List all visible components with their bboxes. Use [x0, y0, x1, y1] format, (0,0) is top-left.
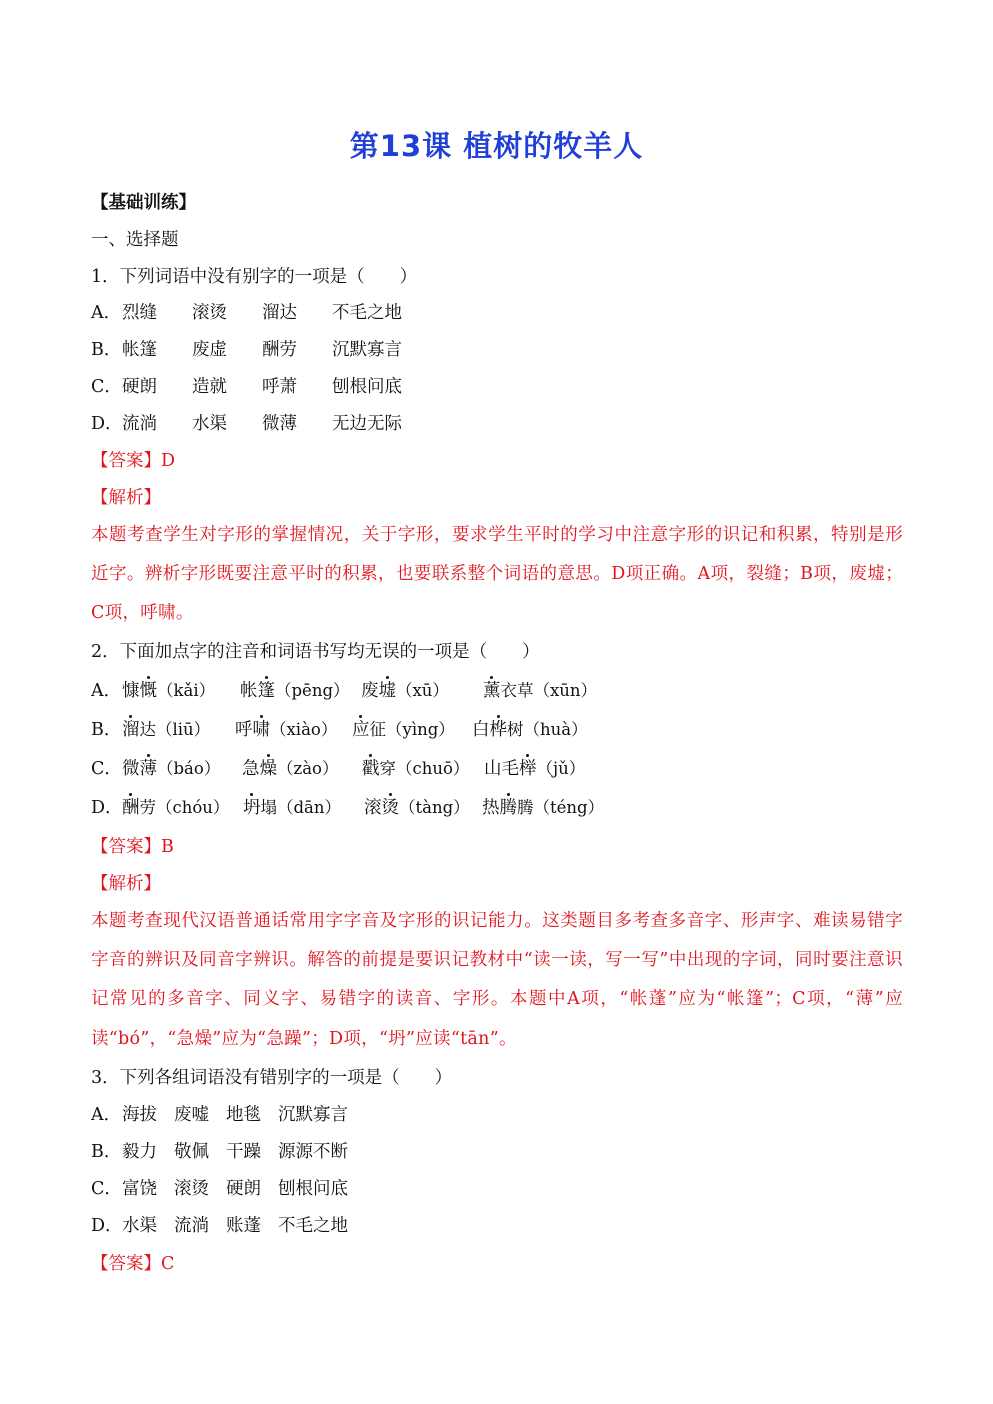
q2-a-item-2: 帐篷（pēng）: [240, 681, 350, 701]
q2-c-item-1: 微薄（báo）: [122, 759, 221, 779]
q2-a-item-1: 慷慨（kǎi）: [122, 681, 216, 701]
section-heading: 【基础训练】: [91, 193, 196, 213]
q2-analysis-text: 本题考查现代汉语普通话常用字字音及字形的识记能力。这类题目多考查多音字、形声字、难读易错字字音的辨识及同音字辨识。解答的前提是要识记教材中“读一读，写一写”中出现的字词，同时要注意识记常见的多音字、同义字、易错字的读音、字形。本题中A项，“帐蓬”应为“帐篷”；C项，“薄”应读“bó”，“急燥”应为“急躁”；D项，“坍”应读“tān”。: [91, 911, 903, 1049]
page-title: 第13课 植树的牧羊人: [349, 129, 644, 163]
q2-d-item-1: 酬劳（chóu）: [122, 798, 230, 818]
q2-a-item-4: 薰衣草（xūn）: [483, 681, 598, 701]
q2-d-item-2: 坍塌（dān）: [243, 798, 342, 818]
q1-analysis-label: 【解析】: [91, 488, 161, 508]
q1-stem: 1．下列词语中没有别字的一项是（ ）: [91, 267, 418, 287]
q2-analysis-label: 【解析】: [91, 874, 161, 894]
q2-c-item-3: 戳穿（chuō）: [362, 759, 470, 779]
document-page: 第13课 植树的牧羊人 【基础训练】 一、选择题 1．下列词语中没有别字的一项是（ ） A． 烈缝 滚烫 溜达 不毛之地 B． 帐篷 废虚 酬劳 沉默寡言 C． 硬朗 造就 呼萧 刨根问底 D． 流淌 水渠 微薄 无边无际 【答案】D 【解析】 本题考查学生对字形的掌握情况，关于字形，要求学生平时的学习中注意字形的识记和积累，特别是形近字。辨析字形既要注意平时的积累，也要联系整个词语的意思。D项正确。A项，裂缝；B项，废墟；C项，呼啸。 2．下面加点字的注音和词语书写均无误的一项是（ ） A． 慷慨（kǎi） 帐篷（pēng） 废墟（xū） 薰衣草（xūn） B． 溜达（liū） 呼啸（xiào） 应征（yìng） 白桦树（huà） C． 微薄（báo） 急燥（zào） 戳穿（chuō） 山毛榉（jǔ） D． 酬劳（chóu） 坍塌（dān） 滚烫（tàng） 热腾腾（téng） 【答案】B 【解析】 本题考查现代汉语普通话常用字字音及字形的识记能力。这类题目多考查多音字、形声字、难读易错字字音的辨识及同音字辨识。解答的前提是要识记教材中“读一读，写一写”中出现的字词，同时要注意识记常见的多音字、同义字、易错字的读音、字形。本题中A项，“帐蓬”应为“帐篷”；C项，“薄”应读“bó”，“急燥”应为“急躁”；D项，“坍”应读“tān”。 3．下列各组词语没有错别字的一项是（ ） A． 海拔 废嘘 地毯 沉默寡言 B． 毅力 敬佩 干躁 源源不断 C． 富饶 滚烫 硬朗 刨根问底 D． 水渠 流淌 账蓬 不毛之地 【答案】C: [0, 0, 993, 1404]
q3-stem: 3．下列各组词语没有错别字的一项是（ ）: [91, 1068, 453, 1088]
q2-stem: 2．下面加点字的注音和词语书写均无误的一项是（ ）: [91, 642, 540, 662]
q1-analysis-text: 本题考查学生对字形的掌握情况，关于字形，要求学生平时的学习中注意字形的识记和积累，特别是形近字。辨析字形既要注意平时的积累，也要联系整个词语的意思。D项正确。A项，裂缝；B项，废墟；C项，呼啸。: [91, 525, 903, 624]
q2-b-item-2: 呼啸（xiào）: [235, 720, 338, 740]
q2-b-item-4: 白桦树（huà）: [472, 720, 588, 740]
q2-d-item-4: 热腾腾（téng）: [482, 798, 605, 818]
q2-b-item-1: 溜达（liū）: [122, 720, 211, 740]
part-heading: 一、选择题: [91, 230, 179, 250]
q2-b-item-3: 应征（yìng）: [352, 720, 455, 740]
q2-c-item-4: 山毛榉（jǔ）: [484, 759, 586, 779]
q2-c-item-2: 急燥（zào）: [242, 759, 339, 779]
q1-answer: 【答案】D: [91, 451, 176, 471]
q2-a-item-3: 废墟（xū）: [361, 681, 449, 701]
q3-answer: 【答案】C: [91, 1254, 175, 1274]
q2-answer: 【答案】B: [91, 837, 174, 857]
q2-d-item-3: 滚烫（tàng）: [364, 798, 470, 818]
